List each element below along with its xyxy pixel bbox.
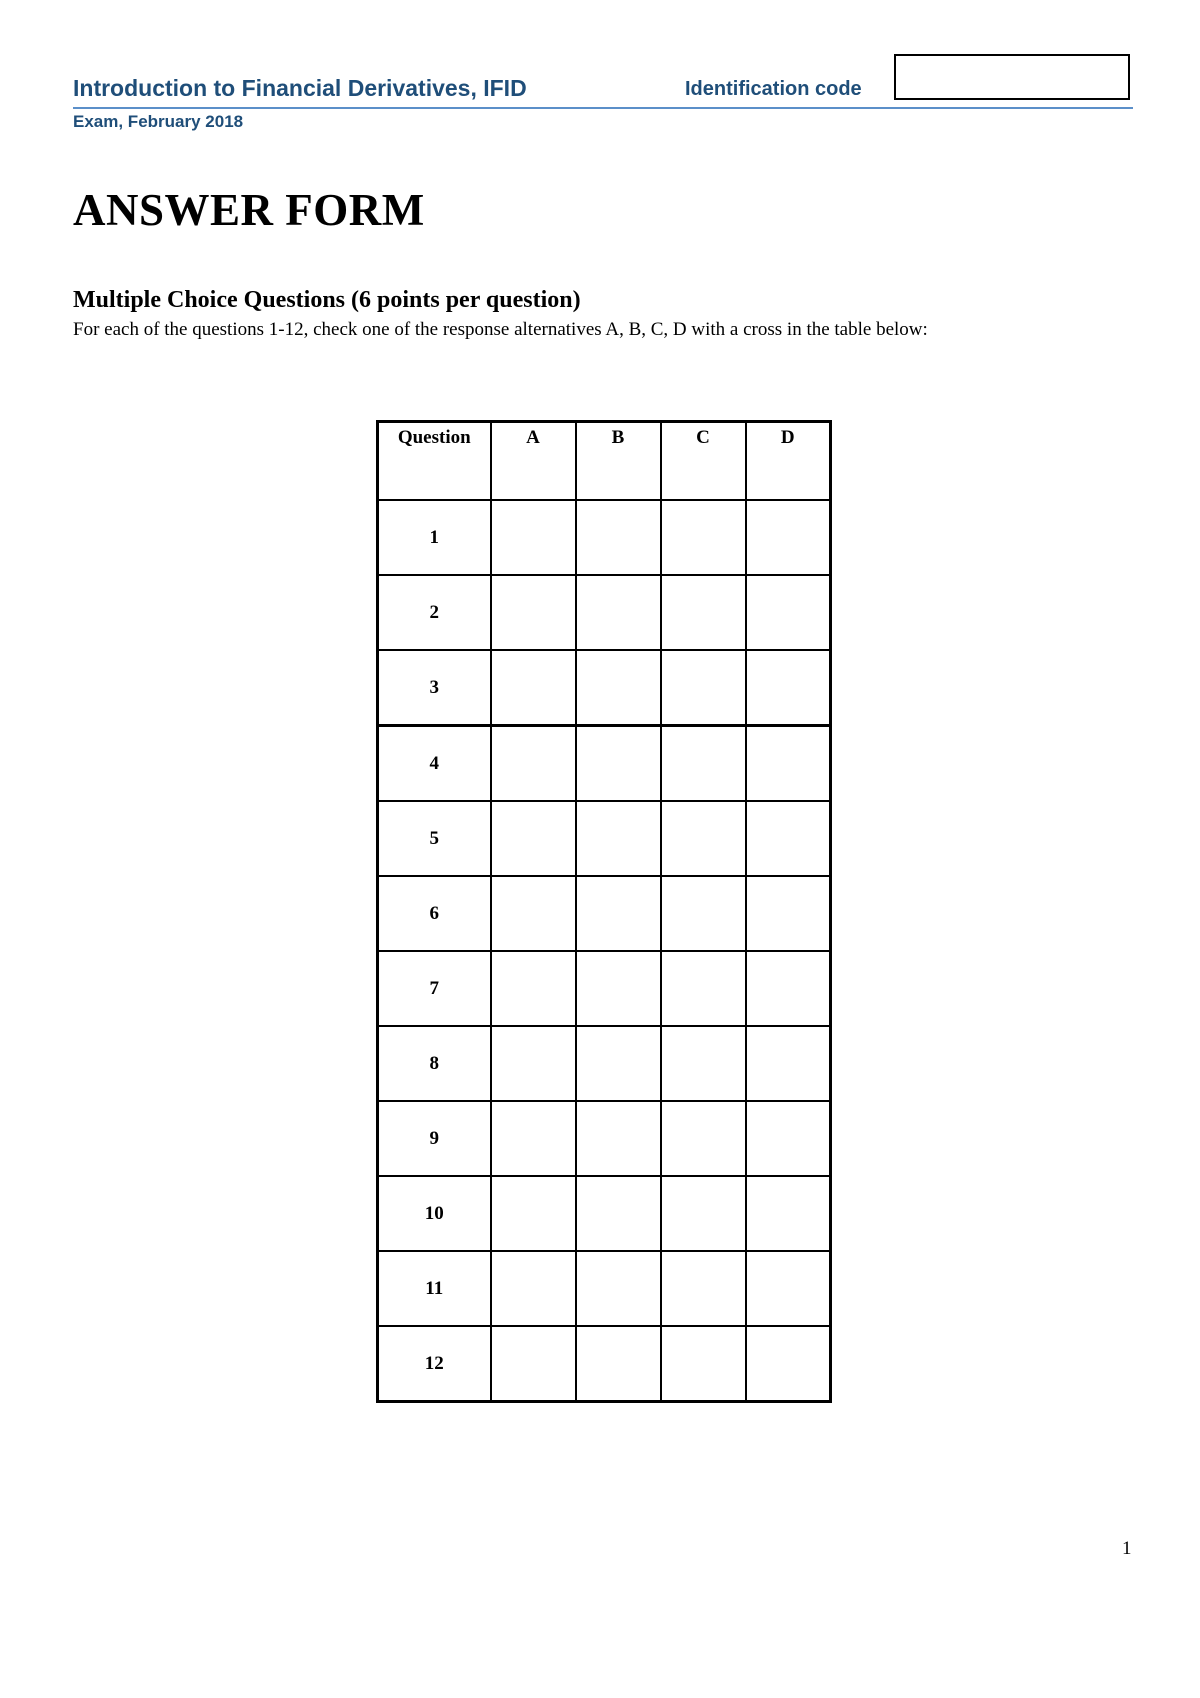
header-option-b: B bbox=[576, 422, 661, 501]
header-question: Question bbox=[378, 422, 491, 501]
answer-cell-c[interactable] bbox=[661, 650, 746, 726]
table-row bbox=[378, 575, 831, 650]
header-option-d: D bbox=[746, 422, 831, 501]
answer-cell-a[interactable] bbox=[491, 1251, 576, 1326]
question-number: 9 bbox=[378, 1101, 491, 1176]
page-number: 1 bbox=[1122, 1538, 1132, 1559]
question-number: 10 bbox=[378, 1176, 491, 1251]
table-row bbox=[378, 951, 831, 1026]
answer-cell-c[interactable] bbox=[661, 1176, 746, 1251]
question-number: 5 bbox=[378, 801, 491, 876]
answer-cell-b[interactable] bbox=[576, 1176, 661, 1251]
answer-table-header bbox=[378, 422, 831, 501]
answer-cell-c[interactable] bbox=[661, 1101, 746, 1176]
identification-code-field[interactable] bbox=[894, 54, 1130, 100]
header-option-a: A bbox=[491, 422, 576, 501]
answer-cell-d[interactable] bbox=[746, 500, 831, 575]
answer-cell-d[interactable] bbox=[746, 1101, 831, 1176]
instructions-text: For each of the questions 1-12, check one of the response alternatives A, B, C, D with a cross in the table below: bbox=[73, 319, 928, 340]
table-row bbox=[378, 1101, 831, 1176]
answer-cell-d[interactable] bbox=[746, 575, 831, 650]
answer-cell-b[interactable] bbox=[576, 575, 661, 650]
answer-cell-c[interactable] bbox=[661, 1026, 746, 1101]
header-divider bbox=[73, 107, 1133, 109]
answer-cell-b[interactable] bbox=[576, 650, 661, 726]
answer-cell-a[interactable] bbox=[491, 951, 576, 1026]
answer-cell-d[interactable] bbox=[746, 1326, 831, 1402]
answer-cell-a[interactable] bbox=[491, 726, 576, 802]
answer-cell-d[interactable] bbox=[746, 876, 831, 951]
answer-cell-b[interactable] bbox=[576, 726, 661, 802]
answer-cell-d[interactable] bbox=[746, 726, 831, 802]
table-row bbox=[378, 1326, 831, 1402]
answer-cell-d[interactable] bbox=[746, 1176, 831, 1251]
answer-cell-b[interactable] bbox=[576, 876, 661, 951]
answer-cell-c[interactable] bbox=[661, 726, 746, 802]
header-option-c: C bbox=[661, 422, 746, 501]
form-title: ANSWER FORM bbox=[73, 185, 425, 235]
section-title: Multiple Choice Questions (6 points per question) bbox=[73, 287, 581, 313]
answer-cell-c[interactable] bbox=[661, 951, 746, 1026]
question-number: 1 bbox=[378, 500, 491, 575]
identification-code-label: Identification code bbox=[685, 78, 862, 100]
question-number: 11 bbox=[378, 1251, 491, 1326]
question-number: 7 bbox=[378, 951, 491, 1026]
answer-cell-a[interactable] bbox=[491, 500, 576, 575]
answer-cell-d[interactable] bbox=[746, 650, 831, 726]
answer-cell-a[interactable] bbox=[491, 650, 576, 726]
answer-cell-a[interactable] bbox=[491, 1101, 576, 1176]
answer-cell-d[interactable] bbox=[746, 951, 831, 1026]
answer-cell-c[interactable] bbox=[661, 1326, 746, 1402]
answer-cell-a[interactable] bbox=[491, 575, 576, 650]
table-row bbox=[378, 726, 831, 802]
table-row bbox=[378, 500, 831, 575]
answer-cell-b[interactable] bbox=[576, 801, 661, 876]
answer-cell-c[interactable] bbox=[661, 575, 746, 650]
answer-cell-b[interactable] bbox=[576, 1326, 661, 1402]
table-row bbox=[378, 876, 831, 951]
answer-cell-b[interactable] bbox=[576, 1101, 661, 1176]
question-number: 4 bbox=[378, 726, 491, 802]
question-number: 8 bbox=[378, 1026, 491, 1101]
answer-cell-d[interactable] bbox=[746, 1251, 831, 1326]
answer-cell-a[interactable] bbox=[491, 1326, 576, 1402]
question-number: 2 bbox=[378, 575, 491, 650]
answer-cell-c[interactable] bbox=[661, 1251, 746, 1326]
answer-cell-d[interactable] bbox=[746, 801, 831, 876]
table-row bbox=[378, 801, 831, 876]
question-number: 12 bbox=[378, 1326, 491, 1402]
table-row bbox=[378, 1026, 831, 1101]
course-title: Introduction to Financial Derivatives, IFID bbox=[73, 75, 527, 101]
answer-cell-b[interactable] bbox=[576, 1026, 661, 1101]
answer-cell-c[interactable] bbox=[661, 500, 746, 575]
answer-cell-b[interactable] bbox=[576, 500, 661, 575]
table-row bbox=[378, 1176, 831, 1251]
question-number: 3 bbox=[378, 650, 491, 726]
answer-cell-b[interactable] bbox=[576, 951, 661, 1026]
exam-date: Exam, February 2018 bbox=[73, 112, 244, 131]
answer-cell-d[interactable] bbox=[746, 1026, 831, 1101]
answer-cell-a[interactable] bbox=[491, 1026, 576, 1101]
answer-cell-a[interactable] bbox=[491, 1176, 576, 1251]
answer-cell-b[interactable] bbox=[576, 1251, 661, 1326]
question-number: 6 bbox=[378, 876, 491, 951]
answer-cell-a[interactable] bbox=[491, 876, 576, 951]
answer-table bbox=[376, 420, 832, 1403]
answer-cell-a[interactable] bbox=[491, 801, 576, 876]
answer-cell-c[interactable] bbox=[661, 801, 746, 876]
table-row bbox=[378, 1251, 831, 1326]
answer-cell-c[interactable] bbox=[661, 876, 746, 951]
table-row bbox=[378, 650, 831, 726]
